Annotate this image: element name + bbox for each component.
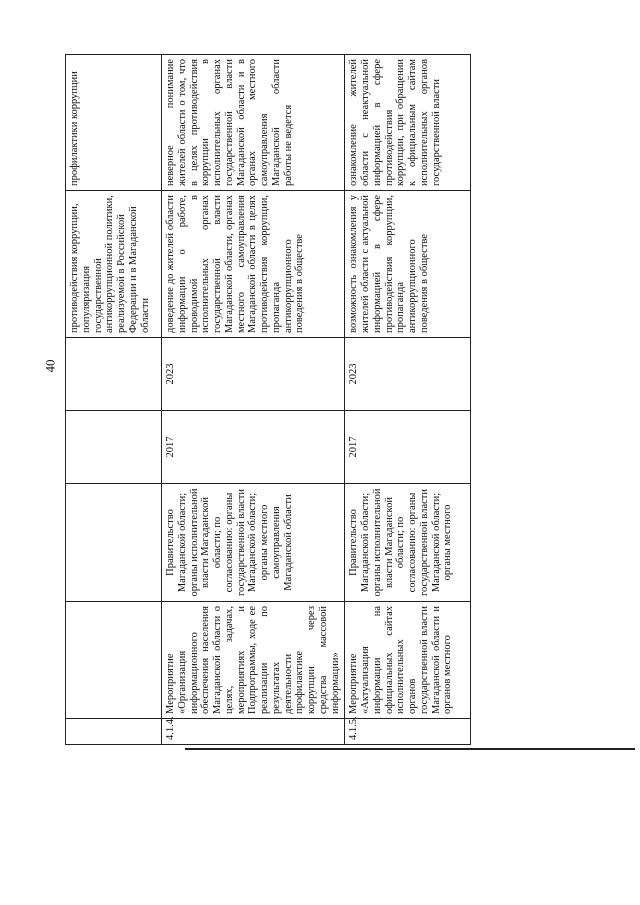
footer-rule — [185, 748, 635, 750]
result-cell: доведение до жителей области информации о работе, проводимой в исполнительных органах государственной власти Магаданской области, органах местного самоуправления Магаданской области в целях противодействия коррупции, пропаганда антикоррупционного поведения в обществе — [162, 191, 345, 338]
row-number: 4.1.5. — [345, 719, 471, 745]
event-cell: Мероприятие «Актуализация информации на официальных сайтах исполнительных органов государственной власти Магаданской области и органов местного — [345, 602, 471, 719]
measures-table — [65, 54, 471, 745]
consequence-cell: ознакомление жителей области с неактуальной информацией в сфере противодействия коррупции, при обращении к официальным сайтам исполнительных органов государственной власти — [345, 55, 471, 191]
table-wrapper — [65, 55, 454, 745]
result-cell: возможность ознакомления у жителей области с актуальной информацией в сфере противодействия коррупции, пропаганда антикоррупционного поведения в обществе — [345, 191, 471, 338]
row-number: 4.1.4. — [162, 719, 345, 745]
consequence-cell: неверное понимание жителей области о том, что в целях противодействия коррупции в исполнительных органах государственной власти Магаданской области и в органах местного самоуправления Магаданской области работы не ведется — [162, 55, 345, 191]
executor-cell — [66, 484, 162, 602]
table-row — [66, 55, 162, 745]
start-year-cell: 2017 — [162, 411, 345, 484]
consequence-cell: профилактики коррупции — [66, 55, 162, 191]
table-row — [345, 55, 471, 745]
executor-cell: Правительство Магаданской области; органы исполнительной власти Магаданской области; по согласованию: органы государственной власти Магаданской области; органы местного — [345, 484, 471, 602]
end-year-cell — [66, 338, 162, 411]
end-year-cell: 2023 — [345, 338, 471, 411]
result-cell: противодействия коррупции, популяризация государственной антикоррупционной политики, реализуемой в Российской Федерации и в Магаданской области — [66, 191, 162, 338]
event-cell: Мероприятие «Организация информационного обеспечения населения Магаданской области о целях, задачах, мероприятиях и Подпрограммы, ходе ее реализации по результатах деятельности профилактике коррупции через средства массовой информации» — [162, 602, 345, 719]
end-year-cell: 2023 — [162, 338, 345, 411]
executor-cell: Правительство Магаданской области; органы исполнительной власти Магаданской области; по согласованию: органы государственной власти Магаданской области; органы местного самоуправления Магаданской области — [162, 484, 345, 602]
table-row — [162, 55, 345, 745]
rotated-page-frame — [65, 55, 454, 745]
start-year-cell: 2017 — [345, 411, 471, 484]
row-number — [66, 719, 162, 745]
event-cell — [66, 602, 162, 719]
start-year-cell — [66, 411, 162, 484]
page-number: 40 — [42, 359, 58, 373]
